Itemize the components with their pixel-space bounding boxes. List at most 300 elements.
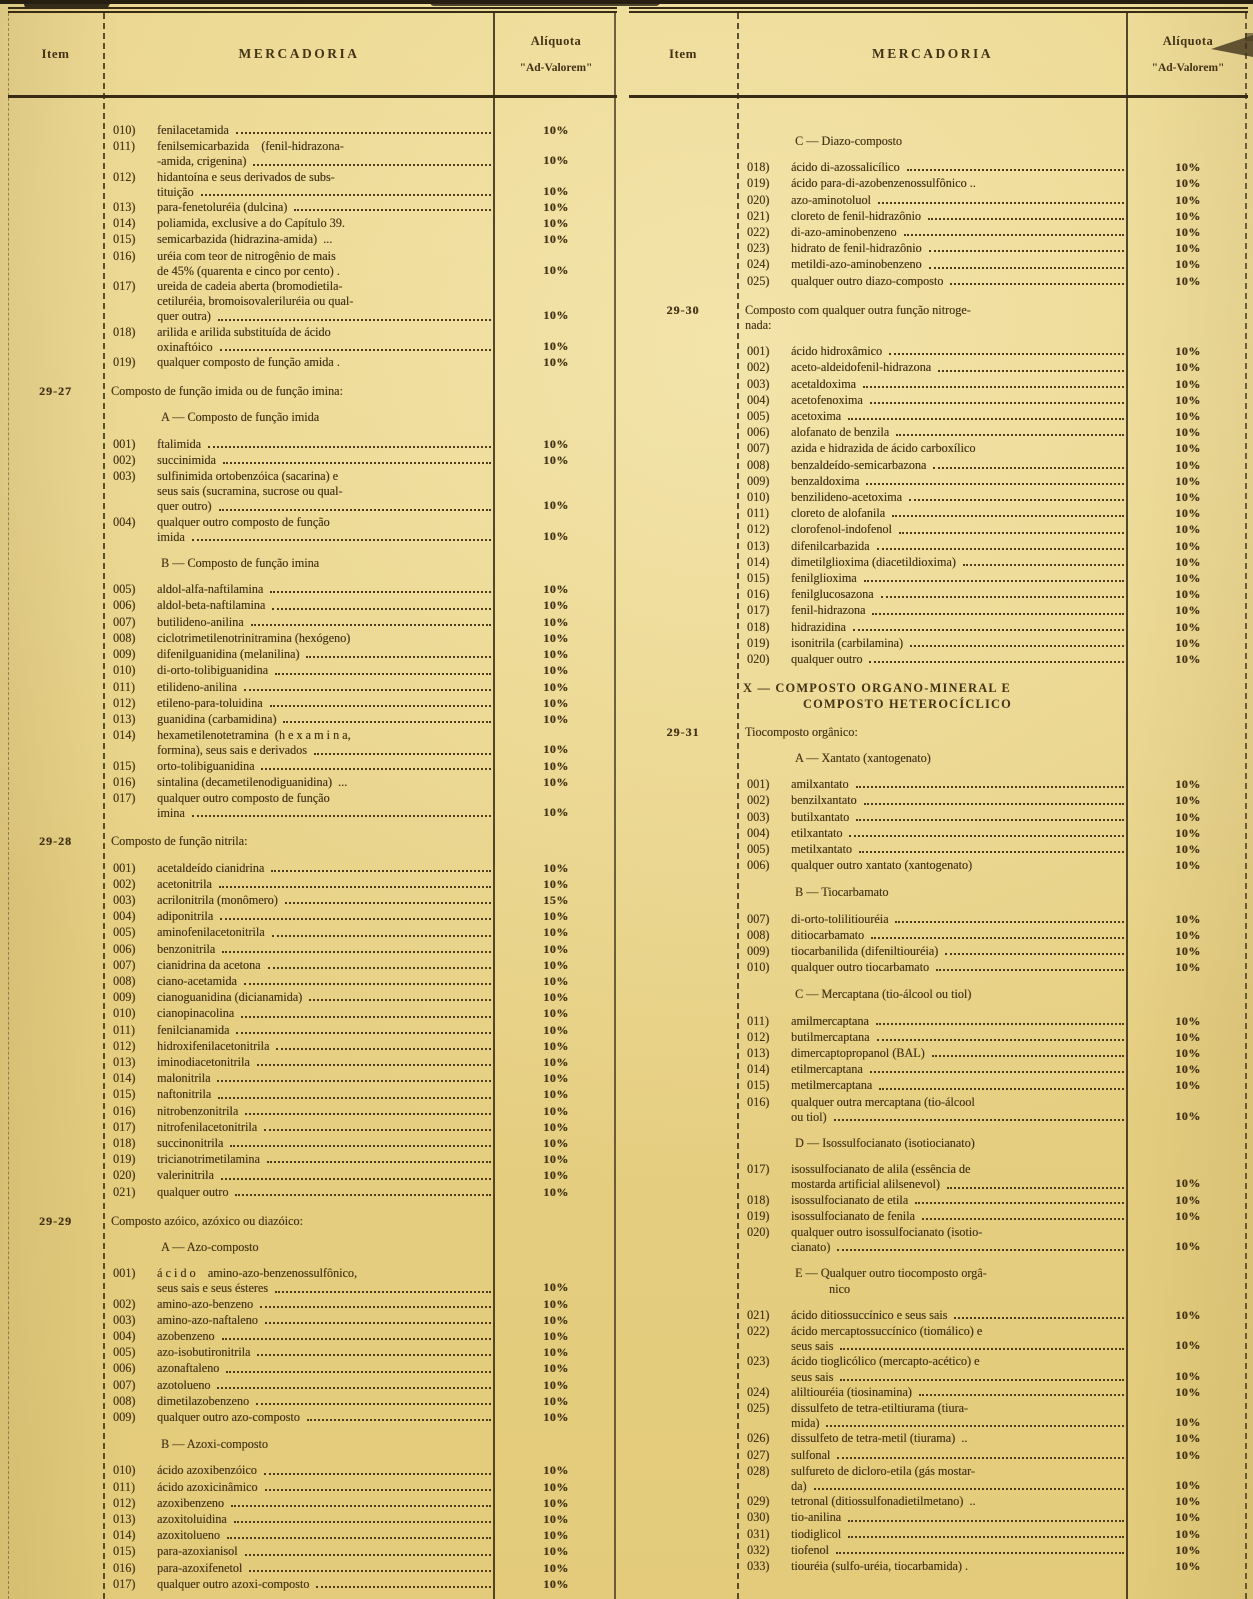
item-number: 019)	[747, 1208, 770, 1223]
rate-value: 10%	[1175, 1176, 1201, 1191]
item-text: amino-azo-naftaleno	[157, 1312, 258, 1327]
tariff-item-row	[8, 279, 617, 325]
item-code-cell	[8, 170, 103, 200]
section-title-line: nada:	[745, 318, 772, 333]
item-number: 006)	[113, 598, 136, 613]
item-code-cell	[629, 1095, 737, 1125]
item-line	[103, 355, 495, 370]
description-cell	[737, 360, 1128, 376]
item-number: 016)	[113, 774, 136, 789]
rate-value: 10%	[543, 1512, 569, 1527]
item-code-cell	[8, 1071, 103, 1087]
item-line	[737, 474, 1128, 489]
dot-leader	[896, 434, 1124, 436]
rate-value: 10%	[1175, 960, 1201, 975]
description-cell	[737, 777, 1128, 793]
rate-cell	[1128, 1046, 1248, 1062]
tariff-item-row	[629, 522, 1248, 538]
item-number: 013)	[113, 200, 136, 215]
rate-value: 10%	[1175, 1208, 1201, 1223]
dot-leader	[840, 1379, 1124, 1381]
item-number: 009)	[113, 990, 136, 1005]
subsection-heading-row	[8, 1240, 617, 1255]
rate-value: 10%	[543, 123, 569, 137]
rate-value: 10%	[543, 498, 569, 513]
rate-cell	[495, 663, 617, 679]
rate-cell	[495, 1023, 617, 1039]
item-code-cell	[629, 490, 737, 506]
dot-leader	[222, 951, 491, 953]
tariff-item-row	[629, 360, 1248, 376]
dot-leader	[928, 218, 1124, 220]
item-number: 009)	[113, 1410, 136, 1425]
item-number: 015)	[113, 758, 136, 773]
item-text: acetoxima	[791, 409, 842, 424]
item-line	[737, 1225, 1128, 1240]
item-line	[103, 1152, 495, 1167]
description-cell	[103, 123, 495, 139]
item-line	[103, 170, 495, 185]
item-text: nitrobenzonitrila	[157, 1103, 239, 1118]
item-number: 014)	[113, 1071, 136, 1086]
item-text: metilmercaptana	[791, 1078, 873, 1093]
rate-value: 10%	[543, 355, 569, 370]
dot-leader	[316, 1586, 491, 1588]
description-cell	[737, 960, 1128, 976]
item-text: ureida de cadeia aberta (bromodietila-	[157, 279, 343, 294]
item-number: 027)	[747, 1447, 770, 1462]
tariff-item-row	[629, 1385, 1248, 1401]
tariff-item-row	[629, 1494, 1248, 1510]
rate-cell	[1128, 555, 1248, 571]
dot-leader	[270, 591, 491, 593]
dot-leader	[219, 509, 492, 511]
item-number: 002)	[747, 360, 770, 375]
rate-cell	[1128, 1464, 1248, 1494]
rate-value: 10%	[1175, 392, 1201, 407]
rate-value: 10%	[1175, 554, 1201, 569]
item-line	[103, 1104, 495, 1119]
tariff-item-row	[629, 1510, 1248, 1526]
item-code-cell	[629, 751, 737, 766]
description-cell	[737, 1062, 1128, 1078]
rate-cell	[1128, 522, 1248, 538]
item-text: ciano-acetamida	[157, 973, 237, 988]
item-line	[103, 1463, 495, 1478]
tariff-item-row	[8, 582, 617, 598]
item-line	[737, 360, 1128, 375]
subsection-heading-line: B — Tiocarbamato	[795, 885, 889, 900]
item-line	[737, 842, 1128, 857]
item-code-cell	[629, 1448, 737, 1464]
item-code-cell	[8, 216, 103, 232]
rate-value: 10%	[543, 1022, 569, 1037]
dot-leader	[231, 1505, 491, 1507]
description-cell	[737, 1193, 1128, 1209]
item-text: cianopinacolina	[157, 1006, 235, 1021]
item-line	[103, 696, 495, 711]
tariff-item-row	[8, 942, 617, 958]
rate-cell	[495, 1152, 617, 1168]
item-number: 012)	[113, 1038, 136, 1053]
rate-cell	[1128, 571, 1248, 587]
item-code-cell	[8, 410, 103, 425]
item-code-cell	[8, 1266, 103, 1296]
tariff-item-row	[629, 377, 1248, 393]
item-text: ácido mercaptossuccínico (tiomálico) e	[791, 1324, 983, 1338]
item-line	[737, 1431, 1128, 1446]
item-number: 008)	[113, 630, 136, 645]
item-text: etilmercaptana	[791, 1062, 863, 1077]
description-cell	[737, 393, 1128, 409]
item-line	[103, 942, 495, 957]
tariff-item-row	[629, 1030, 1248, 1046]
description-cell	[103, 1577, 495, 1593]
item-code-cell	[8, 712, 103, 728]
item-text: difenilguanidina (melanilina)	[157, 647, 300, 662]
item-line	[103, 1345, 495, 1360]
description-cell	[737, 539, 1128, 555]
item-line	[103, 598, 495, 613]
item-text: qualquer composto de função amida .	[157, 355, 340, 370]
dot-leader	[268, 967, 491, 969]
description-cell	[103, 1378, 495, 1394]
tariff-item-row	[629, 1162, 1248, 1192]
item-number: 002)	[113, 876, 136, 891]
rate-cell	[1128, 1494, 1248, 1510]
item-line	[103, 1512, 495, 1527]
rate-value: 10%	[1175, 1307, 1201, 1322]
description-cell	[737, 274, 1128, 290]
item-number: 018)	[747, 1192, 770, 1207]
tariff-item-row	[8, 680, 617, 696]
item-code-cell	[629, 1559, 737, 1575]
tariff-item-row	[629, 1308, 1248, 1324]
description-cell	[737, 603, 1128, 619]
tariff-item-row	[629, 587, 1248, 603]
item-code-cell	[629, 1266, 737, 1296]
item-text: butilideno-anilina	[157, 614, 244, 629]
description-cell	[737, 1431, 1128, 1447]
item-text: isossulfocianato de alila (essência de	[791, 1162, 971, 1177]
rate-value: 10%	[543, 1280, 569, 1295]
item-text: dissulfeto de tetra-metil (tiurama) ..	[791, 1431, 968, 1446]
rate-value: 10%	[543, 957, 569, 972]
rate-value: 10%	[1175, 490, 1201, 505]
dot-leader	[849, 835, 1124, 837]
ink-arrow-mark	[1205, 33, 1253, 61]
item-code-cell	[629, 225, 737, 241]
dot-leader	[217, 1080, 491, 1082]
rate-cell	[1128, 603, 1248, 619]
item-code-cell	[8, 1313, 103, 1329]
rate-cell	[495, 834, 617, 849]
rate-cell	[495, 958, 617, 974]
item-code-cell	[629, 555, 737, 571]
dot-leader	[936, 969, 1124, 971]
item-text: metilxantato	[791, 841, 852, 856]
item-text: imina	[157, 806, 185, 821]
item-line	[737, 176, 1128, 191]
item-code-cell	[629, 1543, 737, 1559]
description-cell	[103, 139, 495, 169]
item-line	[737, 1062, 1128, 1077]
description-cell	[103, 1168, 495, 1184]
item-line	[103, 1544, 495, 1559]
rate-value: 10%	[1175, 360, 1201, 375]
item-line	[737, 1240, 1128, 1255]
item-number: 017)	[113, 790, 136, 805]
tariff-item-row	[8, 1071, 617, 1087]
item-line	[103, 484, 495, 499]
dot-leader	[869, 661, 1124, 663]
item-text: succinonitrila	[157, 1135, 224, 1150]
rate-cell	[1128, 1078, 1248, 1094]
item-text: amino-azo-benzeno	[157, 1296, 254, 1311]
item-line	[737, 652, 1128, 667]
item-text: arilida e arilida substituída de ácido	[157, 324, 331, 339]
rate-cell	[495, 1120, 617, 1136]
description-cell	[103, 1496, 495, 1512]
rate-value: 10%	[543, 711, 569, 726]
item-code-cell	[8, 384, 103, 399]
description-cell	[103, 355, 495, 371]
tariff-item-row	[8, 615, 617, 631]
item-text: -amida, crigenina)	[157, 154, 247, 169]
description-cell	[737, 458, 1128, 474]
dot-leader	[889, 353, 1124, 355]
dot-leader	[265, 1489, 492, 1491]
item-text: hidrazidina	[791, 619, 846, 634]
rate-cell	[1128, 1431, 1248, 1447]
column-header-item: Item	[669, 46, 697, 61]
tariff-item-row	[629, 793, 1248, 809]
dot-leader	[230, 1145, 491, 1147]
description-cell	[737, 826, 1128, 842]
rate-cell	[495, 1297, 617, 1313]
item-number: 008)	[113, 1393, 136, 1408]
subsection-heading-line: E — Qualquer outro tiocomposto orgâ-	[795, 1266, 987, 1281]
rate-value: 10%	[543, 1544, 569, 1559]
item-number: 013)	[113, 1512, 136, 1527]
rate-cell	[1128, 1510, 1248, 1526]
rate-cell	[1128, 587, 1248, 603]
item-number: 004)	[113, 909, 136, 924]
item-text: aminofenilacetonitrila	[157, 925, 265, 940]
tariff-item-row	[629, 425, 1248, 441]
item-code-cell	[8, 877, 103, 893]
dot-leader	[963, 564, 1124, 566]
rate-value: 10%	[543, 1410, 569, 1425]
description-cell	[103, 410, 495, 425]
dot-leader	[837, 1249, 1124, 1251]
rate-value: 10%	[543, 1296, 569, 1311]
item-line	[737, 912, 1128, 927]
rate-cell	[495, 909, 617, 925]
description-cell	[103, 775, 495, 791]
item-text: tiocarbanilida (difeniltiouréia)	[791, 943, 939, 958]
rate-value: 10%	[1175, 160, 1201, 175]
rate-value: 10%	[543, 1168, 569, 1183]
ad-valorem-label: "Ad-Valorem"	[519, 62, 593, 74]
rate-value: 10%	[543, 1312, 569, 1327]
rate-cell	[1128, 1324, 1248, 1354]
rate-value: 10%	[543, 1038, 569, 1053]
dot-leader	[221, 1178, 491, 1180]
item-number: 009)	[747, 943, 770, 958]
rate-cell	[495, 1463, 617, 1479]
item-code-cell	[629, 587, 737, 603]
item-number: 013)	[747, 538, 770, 553]
rate-value: 10%	[1175, 409, 1201, 424]
rate-cell	[495, 631, 617, 647]
rate-value: 10%	[543, 528, 569, 543]
item-line	[737, 409, 1128, 424]
item-number: 013)	[113, 1054, 136, 1069]
tariff-item-row	[8, 1345, 617, 1361]
description-cell	[737, 506, 1128, 522]
description-cell	[103, 384, 495, 399]
tariff-item-row	[629, 1401, 1248, 1431]
rate-value: 10%	[1175, 652, 1201, 667]
item-code-cell	[629, 1030, 737, 1046]
rate-cell	[1128, 160, 1248, 176]
section-row	[629, 303, 1248, 333]
item-code-cell	[8, 1544, 103, 1560]
tariff-item-row	[629, 842, 1248, 858]
rate-value: 10%	[1175, 1384, 1201, 1399]
rate-value: 10%	[1175, 1415, 1201, 1430]
item-line	[737, 636, 1128, 651]
dot-leader	[276, 1048, 491, 1050]
item-code-cell	[629, 1464, 737, 1494]
description-cell	[103, 216, 495, 232]
item-code-cell	[8, 1214, 103, 1229]
tariff-table-right	[629, 7, 1248, 1599]
rate-cell	[1128, 1162, 1248, 1192]
item-number: 025)	[747, 1401, 770, 1416]
rate-cell	[1128, 777, 1248, 793]
rate-value: 10%	[543, 630, 569, 645]
tariff-item-row	[629, 555, 1248, 571]
subsection-heading-row	[629, 1136, 1248, 1151]
item-code-cell	[8, 1039, 103, 1055]
section-title-line: Tiocomposto orgânico:	[745, 724, 858, 739]
item-code-cell	[8, 631, 103, 647]
item-number: 011)	[113, 1022, 135, 1037]
rate-value: 10%	[1175, 1478, 1201, 1493]
item-code-cell	[8, 1297, 103, 1313]
item-number: 007)	[113, 1377, 136, 1392]
description-cell	[737, 1510, 1128, 1526]
item-number: 013)	[747, 1045, 770, 1060]
tariff-item-row	[8, 1168, 617, 1184]
tariff-item-row	[629, 1046, 1248, 1062]
dot-leader	[871, 937, 1124, 939]
item-text: cianidrina da acetona	[157, 957, 261, 972]
rate-cell	[1128, 193, 1248, 209]
item-code-cell	[629, 1225, 737, 1255]
rate-value: 10%	[543, 909, 569, 924]
item-number: 003)	[747, 376, 770, 391]
item-text: azo-isobutironitrila	[157, 1345, 251, 1360]
dot-leader	[834, 1119, 1124, 1121]
subsection-heading-line: nico	[829, 1281, 850, 1296]
item-text: tituição	[157, 184, 194, 199]
description-cell	[103, 680, 495, 696]
item-number: 023)	[747, 241, 770, 256]
description-cell	[737, 620, 1128, 636]
rate-value: 10%	[543, 436, 569, 451]
rate-cell	[495, 1544, 617, 1560]
item-code-cell	[629, 1162, 737, 1192]
item-number: 003)	[113, 469, 136, 484]
rate-value: 10%	[1175, 376, 1201, 391]
item-line	[737, 1308, 1128, 1323]
item-line	[737, 1385, 1128, 1400]
dot-leader	[848, 1520, 1124, 1522]
tariff-item-row	[629, 1448, 1248, 1464]
item-number: 010)	[113, 1006, 136, 1021]
rate-value: 10%	[543, 1576, 569, 1591]
dot-leader	[285, 902, 491, 904]
item-code-cell	[8, 598, 103, 614]
item-line	[103, 861, 495, 876]
item-code-cell	[629, 1510, 737, 1526]
item-number: 001)	[747, 344, 770, 359]
item-code-cell	[8, 775, 103, 791]
description-cell	[737, 858, 1128, 874]
tariff-item-row	[8, 893, 617, 909]
description-cell	[103, 647, 495, 663]
rate-cell	[1128, 885, 1248, 900]
rate-value: 10%	[543, 1393, 569, 1408]
item-text: qualquer outro xantato (xantogenato)	[791, 858, 973, 873]
item-code-cell	[629, 134, 737, 149]
item-text: de 45% (quarenta e cinco por cento) .	[157, 263, 340, 278]
item-line	[103, 1410, 495, 1425]
dot-leader	[241, 1016, 491, 1018]
description-cell	[737, 1464, 1128, 1494]
dot-leader	[932, 1055, 1124, 1057]
rate-cell	[495, 1087, 617, 1103]
item-line	[737, 274, 1128, 289]
dot-leader	[899, 532, 1124, 534]
item-line	[103, 728, 495, 743]
rate-cell	[1128, 1385, 1248, 1401]
item-code-cell	[629, 928, 737, 944]
item-code-cell	[8, 1345, 103, 1361]
rate-value: 10%	[543, 582, 569, 597]
description-cell	[737, 1527, 1128, 1543]
rate-cell	[495, 712, 617, 728]
rate-value: 10%	[1175, 241, 1201, 256]
item-code-cell	[8, 325, 103, 355]
dot-leader	[929, 250, 1124, 252]
rate-value: 10%	[1175, 441, 1201, 456]
tariff-item-row	[629, 458, 1248, 474]
item-line	[737, 1193, 1128, 1208]
rate-cell	[1128, 842, 1248, 858]
tariff-item-row	[8, 1410, 617, 1426]
tariff-item-row	[8, 355, 617, 371]
rate-value: 10%	[543, 1054, 569, 1069]
tariff-item-row	[8, 453, 617, 469]
dot-leader	[950, 283, 1124, 285]
rate-cell	[495, 249, 617, 279]
item-line	[103, 806, 495, 821]
rate-cell	[495, 170, 617, 200]
